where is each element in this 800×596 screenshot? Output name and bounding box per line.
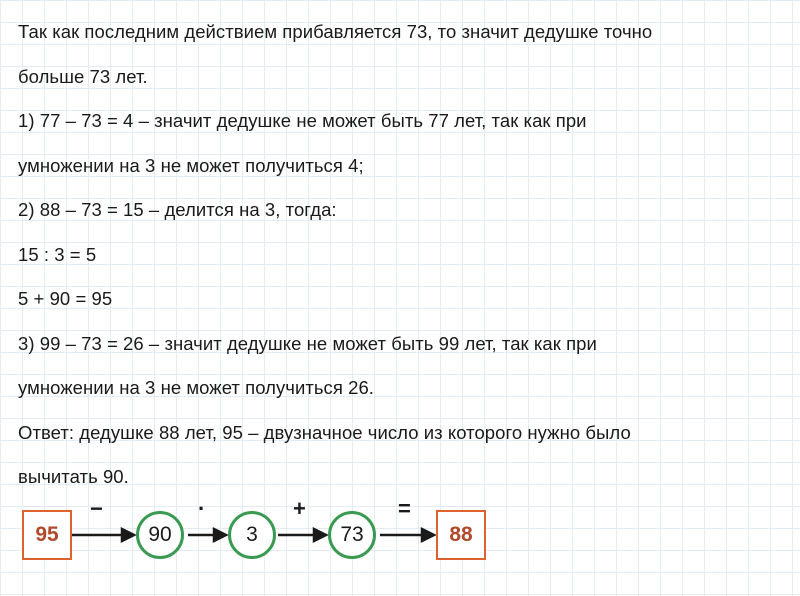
arrow-3-head: [314, 529, 326, 541]
text-line-3: 1) 77 – 73 = 4 – значит дедушке не может быть 77 лет, так как при: [18, 110, 587, 131]
circle-3: 3: [228, 511, 276, 559]
text-line-5: 2) 88 – 73 = 15 – делится на 3, тогда:: [18, 199, 337, 220]
start-number-box: 95: [22, 510, 72, 560]
solution-text: [18, 10, 794, 500]
arrow-2-head: [214, 529, 226, 541]
plus-sign: +: [293, 496, 306, 521]
result-number-box: 88: [436, 510, 486, 560]
equals-sign: =: [398, 496, 411, 521]
text-line-4: умножении на 3 не может получиться 4;: [18, 154, 364, 176]
minus-sign: −: [90, 496, 103, 521]
text-line-9: умножении на 3 не может получиться 26.: [18, 377, 374, 398]
circle-90: 90: [136, 511, 184, 559]
text-line-2: больше 73 лет.: [18, 65, 148, 87]
text-line-1: Так как последним действием прибавляется 73, то значит дедушке точно: [18, 21, 653, 42]
circle-73: 73: [328, 511, 376, 559]
text-line-7: 5 + 90 = 95: [18, 288, 113, 309]
arrow-4-head: [422, 529, 434, 541]
arrow-1-head: [122, 529, 134, 541]
multiply-sign: ·: [198, 496, 206, 521]
text-line-6: 15 : 3 = 5: [18, 243, 97, 265]
operation-chain-diagram: [18, 496, 498, 570]
text-line-10: Ответ: дедушке 88 лет, 95 – двузначное число из которого нужно было: [18, 421, 631, 443]
text-line-8: 3) 99 – 73 = 26 – значит дедушке не может быть 99 лет, так как при: [18, 332, 597, 354]
text-line-11: вычитать 90.: [18, 466, 129, 487]
